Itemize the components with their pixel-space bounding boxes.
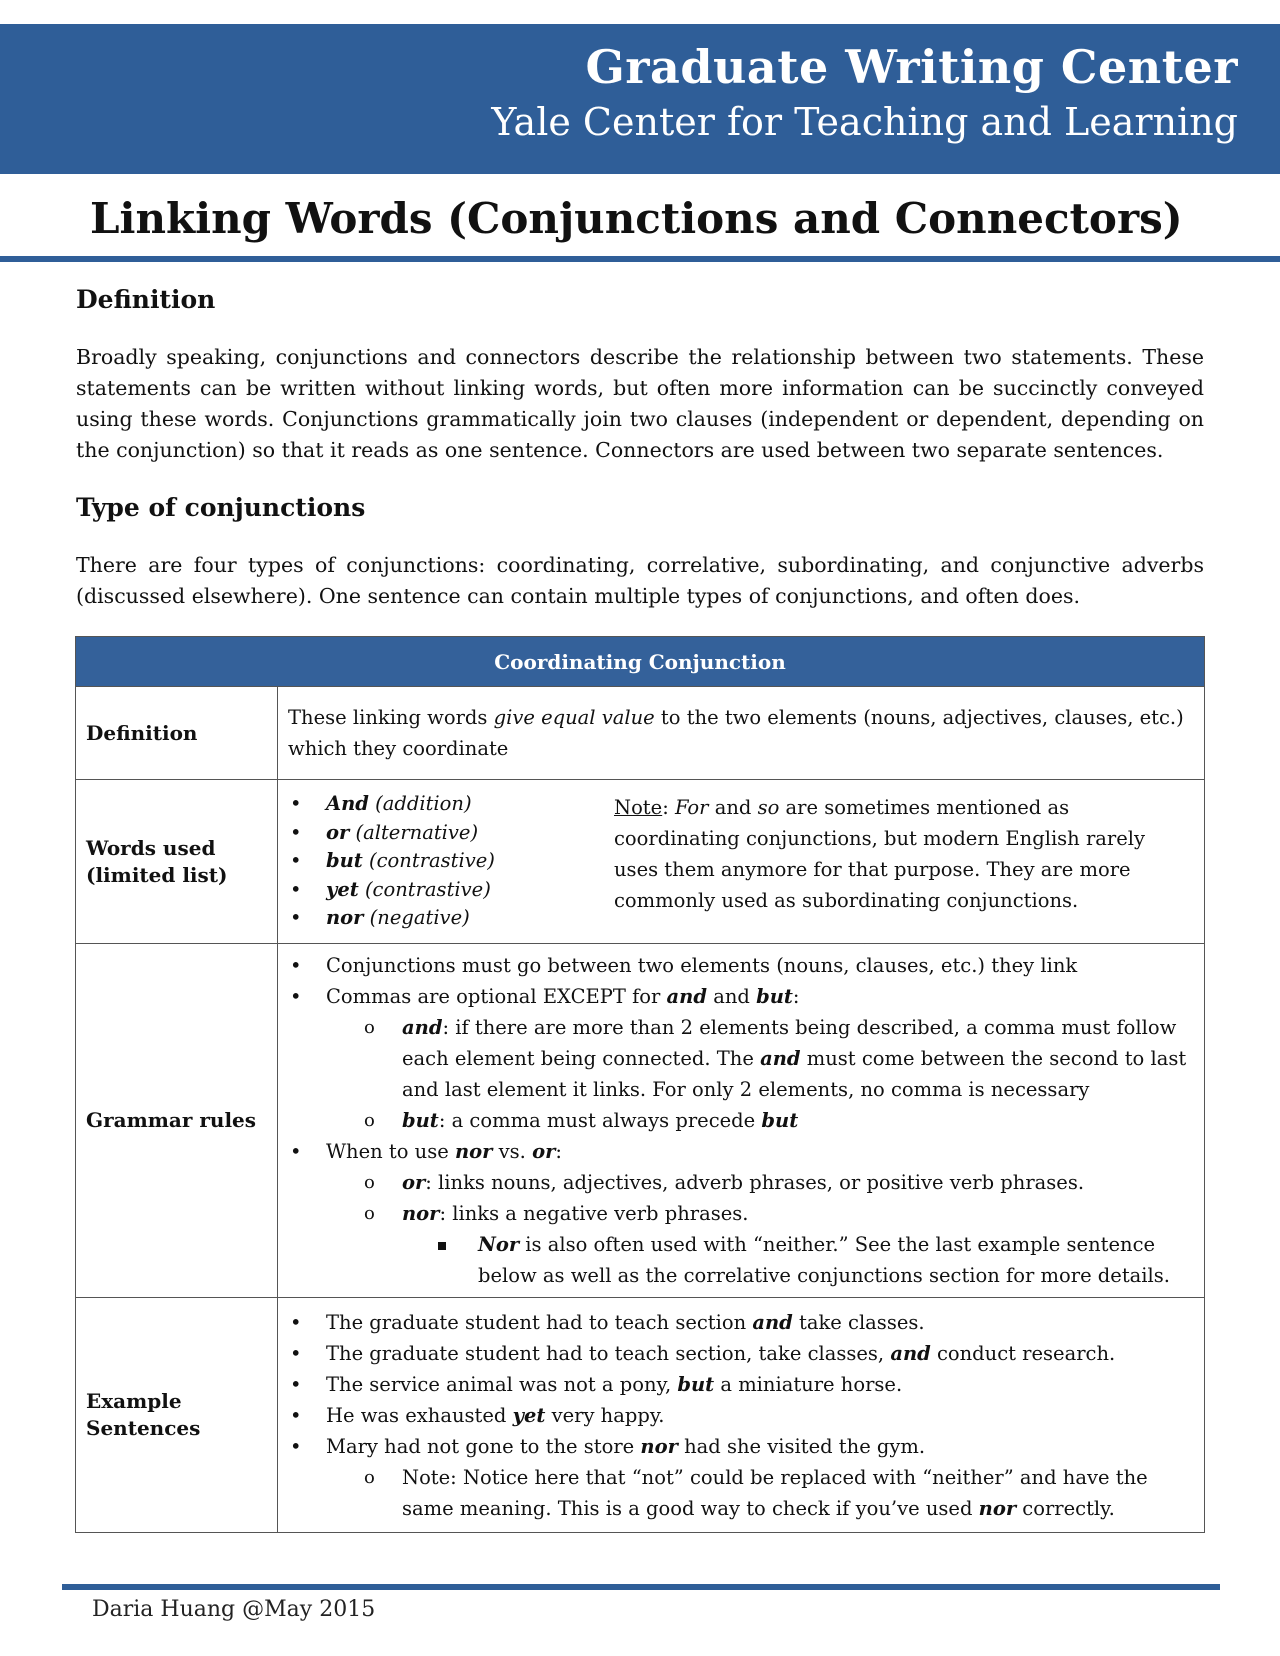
rule-emphasis: or [402,1171,426,1194]
definition-text-before: These linking words [288,706,494,729]
rule-emphasis: but [756,985,793,1008]
grammar-rules-list [288,950,1194,1012]
list-item [288,981,1194,1012]
rule-emphasis: and [760,1047,801,1070]
circle-bullet-icon: o [364,1172,375,1193]
example-note-text: correctly. [1016,1496,1115,1520]
example-emphasis: but [677,1372,715,1396]
example-note-text: Note: Notice here that “not” could be replaced with “neither” and have the same meaning. This is a good way to check if you’ve used [402,1465,1148,1520]
list-item [288,1338,1194,1369]
grammar-subrules-list-2 [288,1167,1194,1229]
list-item [288,876,588,905]
types-heading: Type of conjunctions [76,493,366,522]
rule-emphasis: nor [454,1140,493,1163]
word-meaning: (alternative) [349,820,479,844]
word-or: or [326,820,350,844]
rule-emphasis: or [532,1140,556,1163]
table-header: Coordinating Conjunction [76,637,1205,687]
rule-text: : [792,985,800,1008]
example-text: conduct research. [930,1341,1116,1365]
definition-content [278,687,1205,780]
rule-text: : [555,1140,562,1163]
example-text: The service animal was not a pony, [326,1372,678,1396]
list-item [288,1400,1194,1431]
coordinating-conjunction-table [75,636,1205,1533]
list-item [288,904,588,933]
rule-emphasis: and [666,985,707,1008]
list-item [288,1198,1194,1229]
list-item [288,790,588,819]
table-header-row [76,637,1205,687]
list-item [288,1462,1194,1524]
example-text: had she visited the gym. [677,1434,926,1458]
row-label-grammar-rules: Grammar rules [76,944,278,1298]
rule-text: is also often used with “neither.” See the last example sentence below as well as the correlative conjunctions section for more details. [478,1233,1170,1287]
word-meaning: (contrastive) [358,877,491,901]
types-paragraph: There are four types of conjunctions: coordinating, correlative, subordinating, and conjunctive adverbs (discussed elsewhere). One sentence can contain multiple types of conjunctions, and often does. [76,553,1204,608]
rule-text: and [707,985,757,1008]
definition-text-after: to the two elements (nouns, adjectives, clauses, etc.) which they coordinate [288,706,1184,760]
note-and: and [708,796,758,820]
word-meaning: (addition) [368,792,472,816]
rule-text: vs. [492,1140,533,1163]
rule-text: When to use [326,1140,455,1163]
row-label-definition: Definition [76,687,278,780]
rule-emphasis: but [761,1109,799,1132]
words-list [288,790,588,933]
example-text: He was exhausted [326,1403,513,1427]
table-row-definition [76,687,1205,780]
list-item [288,1431,1194,1462]
table-row-examples [76,1298,1205,1533]
rule-text: : links a negative verb phrases. [439,1202,749,1225]
list-item [288,1012,1194,1105]
note-label: Note [614,796,663,820]
rule-text: must come between the second to last and last element it links. For only 2 elements, no comma is necessary [402,1047,1187,1101]
example-emphasis: and [890,1341,931,1365]
header-subtitle: Yale Center for Teaching and Learning [491,100,1238,144]
note-rest: are sometimes mentioned as coordinating conjunctions, but modern English rarely uses them anymore for that purpose. They are more commonly used as subordinating conjunctions. [614,796,1146,913]
circle-bullet-icon: o [364,1110,375,1131]
list-item [288,1136,1194,1167]
grammar-rules-list-2 [288,1136,1194,1167]
row-label-words-used: Words used (limited list) [76,780,278,944]
rule-text: : links nouns, adjectives, adverb phrases, or positive verb phrases. [425,1171,1085,1194]
example-emphasis: nor [978,1496,1017,1520]
header-title: Graduate Writing Center [585,40,1238,94]
circle-bullet-icon: o [364,1466,375,1488]
footer-divider [62,1584,1220,1590]
header-banner [0,24,1280,174]
example-text: The graduate student had to teach section [326,1310,753,1334]
definition-paragraph: Broadly speaking, conjunctions and connectors describe the relationship between two statements. These statements can be written without linking words, but often more information can be succinctly conveyed using these words. Conjunctions grammatically join two clauses (independent or dependent, depending on the conjunction) so that it reads as one sentence. Connectors are used between two separate sentences. [76,345,1204,462]
rule-emphasis: and [402,1016,443,1039]
table-row-grammar-rules [76,944,1205,1298]
example-emphasis: nor [640,1434,678,1458]
circle-bullet-icon: o [364,1017,375,1038]
rule-text: Commas are optional EXCEPT for [326,985,667,1008]
example-emphasis: yet [512,1403,546,1427]
circle-bullet-icon: o [364,1203,375,1224]
grammar-subsubrules-list [288,1229,1194,1291]
examples-list [288,1307,1194,1462]
examples-sublist [288,1462,1194,1524]
page-title: Linking Words (Conjunctions and Connectors) [90,194,1183,243]
list-item [288,847,588,876]
example-text: a miniature horse. [714,1372,903,1396]
word-meaning: (negative) [363,906,470,930]
example-text: take classes. [792,1310,925,1334]
grammar-subrules-list [288,1012,1194,1136]
rule-text: Conjunctions must go between two elements (nouns, clauses, etc.) they link [326,954,1078,977]
list-item [288,1369,1194,1400]
title-divider [0,256,1280,262]
rule-emphasis: Nor [478,1233,520,1256]
list-item [288,819,588,848]
note-for: For [674,796,709,820]
example-emphasis: and [752,1310,793,1334]
example-text: very happy. [545,1403,665,1427]
word-nor: nor [326,906,364,930]
word-meaning: (contrastive) [362,849,495,873]
definition-heading: Definition [76,285,216,314]
table-row-words-used [76,780,1205,944]
rule-emphasis: nor [402,1202,440,1225]
rule-text: : if there are more than 2 elements being described, a comma must follow each element being connected. The [402,1016,1177,1070]
examples-content [278,1298,1205,1533]
word-and: And [326,792,369,816]
footer-author: Daria Huang @May 2015 [92,1597,376,1622]
rule-text: : a comma must always precede [438,1109,762,1132]
word-but: but [326,849,363,873]
example-text: The graduate student had to teach section, take classes, [326,1341,891,1365]
rule-emphasis: but [402,1109,439,1132]
square-bullet-icon [438,1242,446,1250]
list-item [288,1105,1194,1136]
note-colon: : [662,796,675,820]
row-label-examples: Example Sentences [76,1298,278,1533]
grammar-rules-content [278,944,1205,1298]
list-item [288,1307,1194,1338]
list-item [288,1229,1194,1291]
word-yet: yet [326,877,359,901]
list-item [288,950,1194,981]
words-used-content [278,780,1205,944]
definition-emphasis: give equal value [493,706,655,729]
note-so: so [757,796,780,820]
example-text: Mary had not gone to the store [326,1434,641,1458]
list-item [288,1167,1194,1198]
words-note [614,790,1194,933]
